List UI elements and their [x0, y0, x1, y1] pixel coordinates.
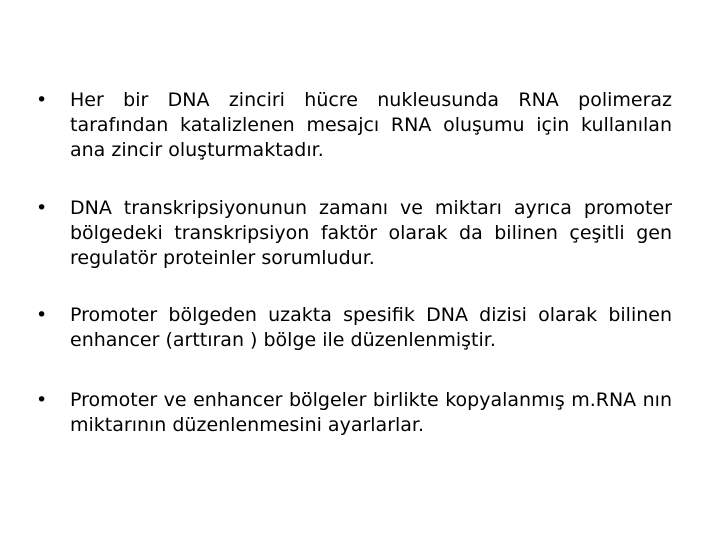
bullet-text: Her bir DNA zinciri hücre nukleusunda RNA polimeraz tarafından katalizlenen mesajcı RNA oluşumu için kullanılan ana zincir oluşturmaktadır. — [70, 89, 672, 161]
bullet-list — [36, 88, 672, 471]
bullet-text: Promoter ve enhancer bölgeler birlikte kopyalanmış m.RNA nın miktarının düzenlenmesini ayarlarlar. — [70, 389, 672, 436]
bullet-item — [36, 388, 672, 438]
bullet-point-icon: • — [36, 304, 48, 326]
bullet-point-icon: • — [36, 89, 48, 111]
bullet-point-icon: • — [36, 197, 48, 219]
bullet-item — [36, 88, 672, 163]
bullet-text: Promoter bölgeden uzakta spesifik DNA dizisi olarak bilinen enhancer (arttıran ) bölge ile düzenlenmiştir. — [70, 304, 672, 351]
bullet-point-icon: • — [36, 389, 48, 411]
bullet-item — [36, 196, 672, 271]
bullet-text: DNA transkripsiyonunun zamanı ve miktarı ayrıca promoter bölgedeki transkripsiyon faktör olarak da bilinen çeşitli gen regulatör proteinler sorumludur. — [70, 197, 672, 269]
bullet-item — [36, 303, 672, 353]
